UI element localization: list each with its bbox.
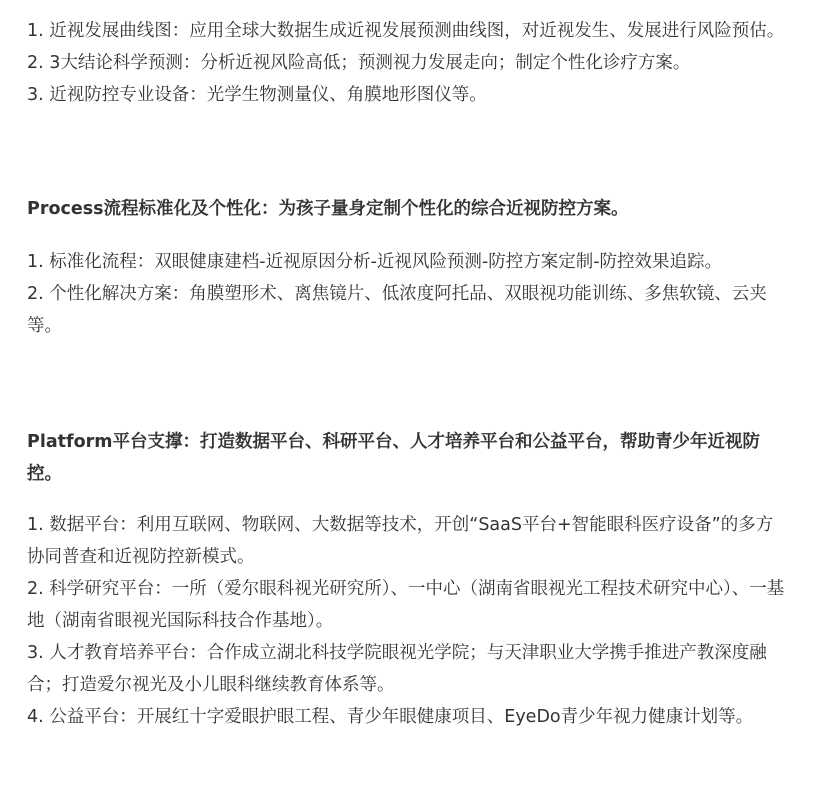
list-item: 1. 近视发展曲线图：应用全球大数据生成近视发展预测曲线图，对近视发生、发展进行风险预估。 — [27, 21, 785, 41]
list-item: 2. 个性化解决方案：角膜塑形术、离焦镜片、低浓度阿托品、双眼视功能训练、多焦软镜、云夹等。 — [27, 284, 767, 336]
results-list — [27, 15, 785, 111]
list-item: 3. 人才教育培养平台：合作成立湖北科技学院眼视光学院；与天津职业大学携手推进产教深度融合；打造爱尔视光及小儿眼科继续教育体系等。 — [27, 643, 767, 695]
list-item: 1. 数据平台：利用互联网、物联网、大数据等技术，开创“SaaS平台+智能眼科医疗设备”的多方协同普查和近视防控新模式。 — [27, 515, 774, 567]
section-heading-platform: Platform平台支撑：打造数据平台、科研平台、人才培养平台和公益平台，帮助青少年近视防控。 — [27, 432, 760, 484]
process-list — [27, 246, 785, 342]
section-heading-process: Process流程标准化及个性化：为孩子量身定制个性化的综合近视防控方案。 — [27, 199, 629, 219]
list-item: 1. 标准化流程：双眼健康建档-近视原因分析-近视风险预测-防控方案定制-防控效果追踪。 — [27, 252, 723, 272]
platform-list — [27, 509, 785, 733]
list-item: 2. 科学研究平台：一所（爱尔眼科视光研究所）、一中心（湖南省眼视光工程技术研究中心）、一基地（湖南省眼视光国际科技合作基地）。 — [27, 579, 785, 631]
list-item: 2. 3大结论科学预测：分析近视风险高低；预测视力发展走向；制定个性化诊疗方案。 — [27, 53, 691, 73]
list-item: 4. 公益平台：开展红十字爱眼护眼工程、青少年眼健康项目、EyeDo青少年视力健康计划等。 — [27, 707, 754, 727]
list-item: 3. 近视防控专业设备：光学生物测量仪、角膜地形图仪等。 — [27, 85, 487, 105]
